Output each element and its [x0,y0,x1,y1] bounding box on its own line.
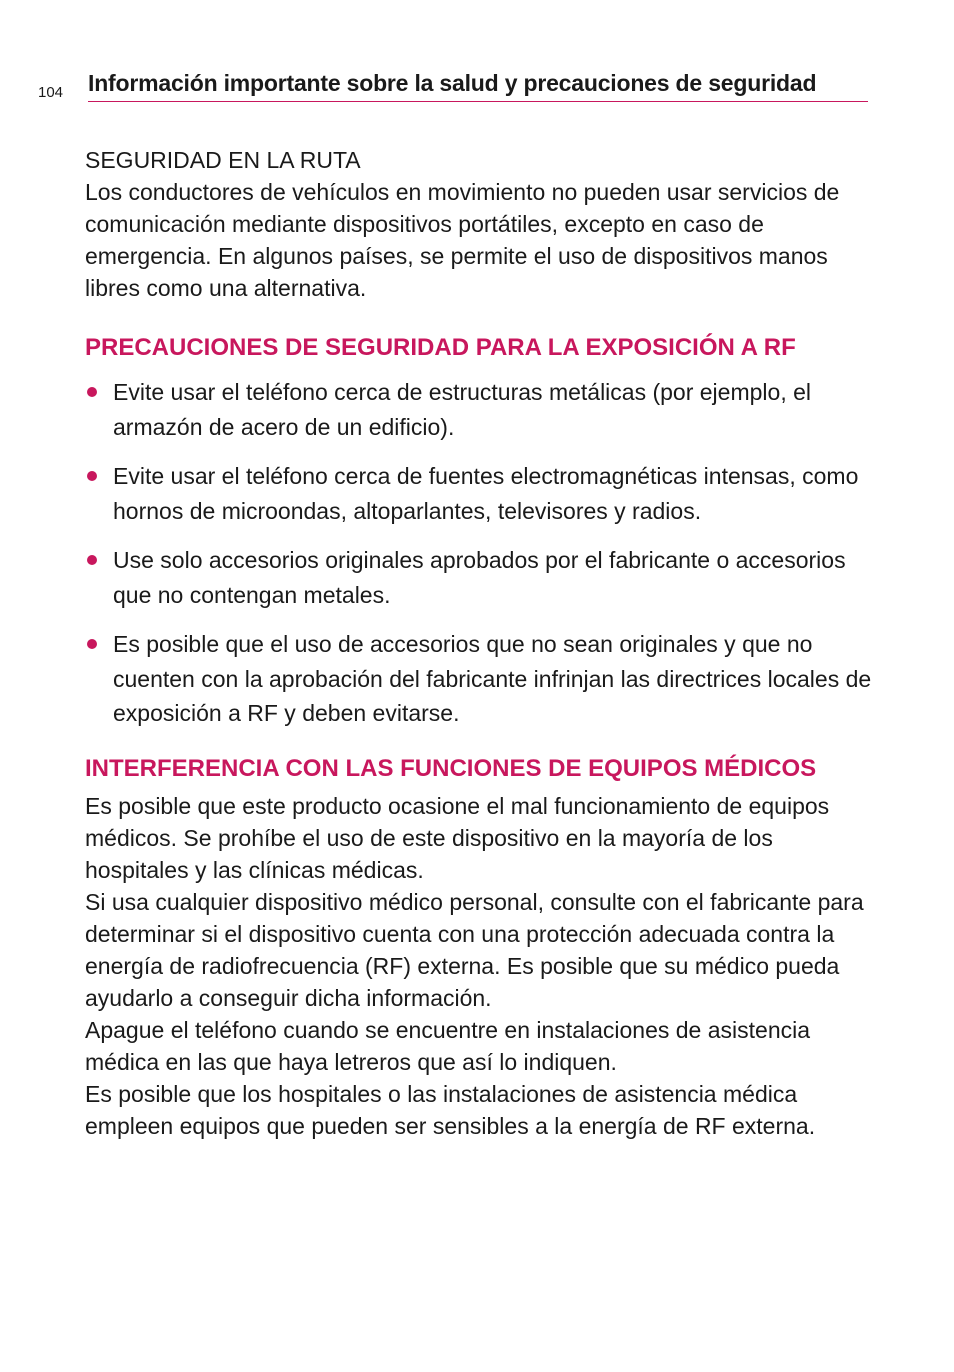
page-content [85,144,875,1142]
rf-precautions-list [85,375,875,731]
medical-paragraph: Apague el teléfono cuando se encuentre en instalaciones de asistencia médica en las que haya letreros que así lo indiquen. [85,1016,811,1075]
medical-paragraph: Es posible que los hospitales o las instalaciones de asistencia médica empleen equipos que pueden ser sensibles a la energía de RF externa. [85,1080,816,1139]
list-item [85,627,875,731]
list-item [85,543,875,612]
list-item [85,375,875,444]
medical-paragraph: Si usa cualquier dispositivo médico personal, consulte con el fabricante para determinar si el dispositivo cuenta con una protección adecuada contra la energía de radiofrecuencia (RF) externa. Es posible que su médico pueda ayudarlo a conseguir dicha información. [85,888,864,1011]
list-item-text: Evite usar el teléfono cerca de fuentes electromagnéticas intensas, como hornos de microondas, altoparlantes, televisores y radios. [113,463,859,524]
rf-section-heading: PRECAUCIONES DE SEGURIDAD PARA LA EXPOSICIÓN A RF [85,334,796,361]
list-item-text: Use solo accesorios originales aprobados por el fabricante o accesorios que no contengan metales. [113,547,846,608]
list-item-text: Es posible que el uso de accesorios que no sean originales y que no cuenten con la aprobación del fabricante infrinjan las directrices locales de exposición a RF y deben evitarse. [113,631,872,726]
bullet-icon [87,555,97,565]
page-number: 104 [38,84,64,101]
list-item-text: Evite usar el teléfono cerca de estructuras metálicas (por ejemplo, el armazón de acero de un edificio). [113,379,811,440]
road-safety-label: SEGURIDAD EN LA RUTA [85,147,361,173]
bullet-icon [87,471,97,481]
list-item [85,459,875,528]
medical-section-heading: INTERFERENCIA CON LAS FUNCIONES DE EQUIPOS MÉDICOS [85,754,817,782]
bullet-icon [87,639,97,649]
medical-paragraph: Es posible que este producto ocasione el mal funcionamiento de equipos médicos. Se prohíbe el uso de este dispositivo en la mayoría de los hospitales y las clínicas médicas. [85,792,830,883]
bullet-icon [87,387,97,397]
running-header [88,70,868,102]
road-safety-text: Los conductores de vehículos en movimiento no pueden usar servicios de comunicación mediante dispositivos portátiles, excepto en caso de emergencia. En algunos países, se permite el uso de dispositivos manos libres como una alternativa. [85,179,840,301]
running-header-title: Información importante sobre la salud y precauciones de seguridad [88,70,817,96]
